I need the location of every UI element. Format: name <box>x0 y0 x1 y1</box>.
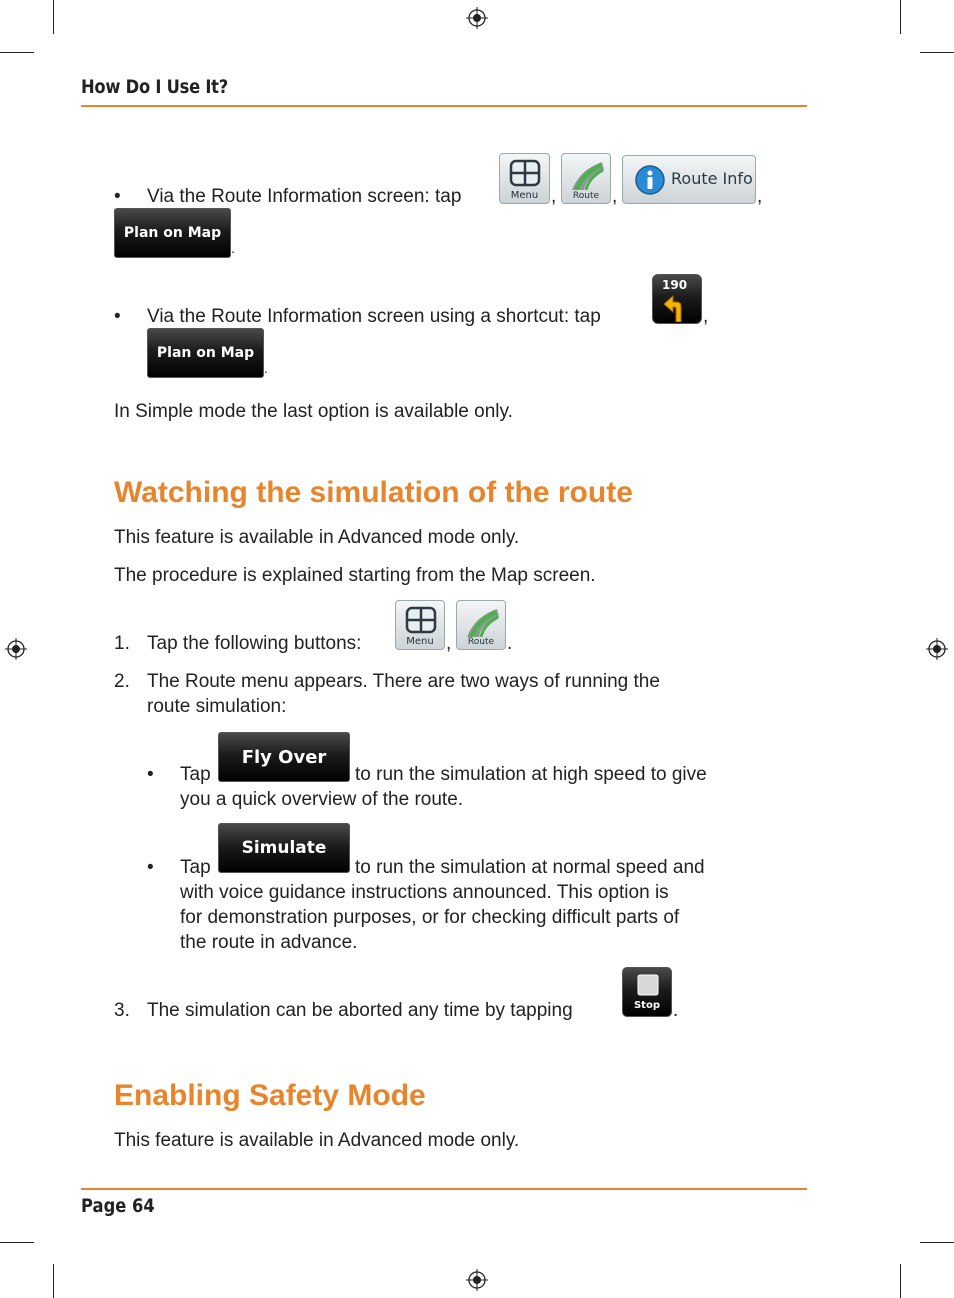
plan-on-map-button-label: Plan on Map <box>123 225 222 241</box>
stop-button[interactable] <box>622 967 672 1017</box>
sub-bullet-text: with voice guidance instructions announced. This option is <box>180 882 669 903</box>
sub-bullet-text: the route in advance. <box>180 932 358 953</box>
plan-on-map-button-label: Plan on Map <box>156 345 255 361</box>
registration-mark-icon <box>5 638 27 660</box>
simple-mode-note: In Simple mode the last option is available only. <box>114 401 513 422</box>
period: . <box>673 1000 679 1021</box>
turn-left-arrow-icon <box>663 292 693 322</box>
step-text: Tap the following buttons: <box>147 633 362 654</box>
registration-mark-icon <box>466 7 488 29</box>
sub-bullet-text: you a quick overview of the route. <box>180 789 464 810</box>
fly-over-button-label: Fly Over <box>241 746 327 768</box>
route-info-button-label: Route Info <box>671 169 753 188</box>
section-heading-safety: Enabling Safety Mode <box>114 1079 426 1112</box>
bullet-text: Via the Route Information screen using a shortcut: tap <box>147 306 601 327</box>
route-info-button[interactable] <box>622 155 756 204</box>
menu-button-label: Menu <box>510 190 539 201</box>
road-icon <box>463 605 501 637</box>
bullet-marker: • <box>114 306 121 327</box>
simulation-para-2: The procedure is explained starting from the Map screen. <box>114 565 596 586</box>
crop-mark <box>53 1264 54 1298</box>
crop-mark <box>920 52 954 53</box>
menu-button[interactable] <box>499 153 550 204</box>
comma: , <box>551 186 557 207</box>
menu-button[interactable] <box>395 600 445 650</box>
sub-bullet-text: to run the simulation at high speed to give <box>355 764 707 785</box>
tap-word: Tap <box>180 764 211 785</box>
simulate-button[interactable] <box>218 823 350 873</box>
sub-bullet-text: to run the simulation at normal speed and <box>355 857 705 878</box>
crop-mark <box>920 1242 954 1243</box>
fly-over-button[interactable] <box>218 732 350 782</box>
route-button-label: Route <box>572 191 600 201</box>
route-button-label: Route <box>467 637 495 647</box>
tap-word: Tap <box>180 857 211 878</box>
step-text: route simulation: <box>147 696 287 717</box>
header-rule <box>81 105 807 107</box>
road-icon <box>568 158 606 190</box>
comma: , <box>446 633 452 654</box>
stop-button-label: Stop <box>633 1000 660 1011</box>
bullet-text: Via the Route Information screen: tap <box>147 186 462 207</box>
simulate-button-label: Simulate <box>241 838 327 858</box>
safety-para-1: This feature is available in Advanced mode only. <box>114 1130 520 1151</box>
crop-mark <box>0 52 34 53</box>
shortcut-distance-label: 190 <box>662 278 688 292</box>
comma: , <box>612 186 618 207</box>
bullet-marker: • <box>147 857 154 878</box>
menu-button-label: Menu <box>406 636 434 647</box>
registration-mark-icon <box>926 638 948 660</box>
route-button[interactable] <box>456 600 506 650</box>
shortcut-turn-button[interactable] <box>652 274 702 324</box>
footer-rule <box>81 1188 807 1190</box>
plan-on-map-button[interactable] <box>147 328 264 378</box>
registration-mark-icon <box>466 1269 488 1291</box>
bullet-marker: • <box>114 186 121 207</box>
step-number: 1. <box>114 633 130 654</box>
period: . <box>231 240 235 256</box>
route-button[interactable] <box>561 153 611 204</box>
section-heading-simulation: Watching the simulation of the route <box>114 476 633 509</box>
comma: , <box>703 306 709 327</box>
page-number: Page 64 <box>81 1195 155 1217</box>
period: . <box>264 360 268 376</box>
plan-on-map-button[interactable] <box>114 208 231 258</box>
step-number: 3. <box>114 1000 130 1021</box>
period: . <box>507 633 513 654</box>
crop-mark <box>900 1264 901 1298</box>
step-text: The Route menu appears. There are two ways of running the <box>147 671 660 692</box>
info-icon <box>634 164 666 196</box>
crop-mark <box>0 1242 34 1243</box>
step-text: The simulation can be aborted any time by tapping <box>147 1000 573 1021</box>
simulation-para-1: This feature is available in Advanced mode only. <box>114 527 520 548</box>
stop-square-icon <box>637 974 659 996</box>
step-number: 2. <box>114 671 130 692</box>
crop-mark <box>53 0 54 34</box>
sub-bullet-text: for demonstration purposes, or for checking difficult parts of <box>180 907 680 928</box>
page-header-title: How Do I Use It? <box>81 76 228 98</box>
comma: , <box>757 186 763 207</box>
menu-grid-icon <box>405 606 437 634</box>
menu-grid-icon <box>509 159 541 187</box>
bullet-marker: • <box>147 764 154 785</box>
crop-mark <box>900 0 901 34</box>
